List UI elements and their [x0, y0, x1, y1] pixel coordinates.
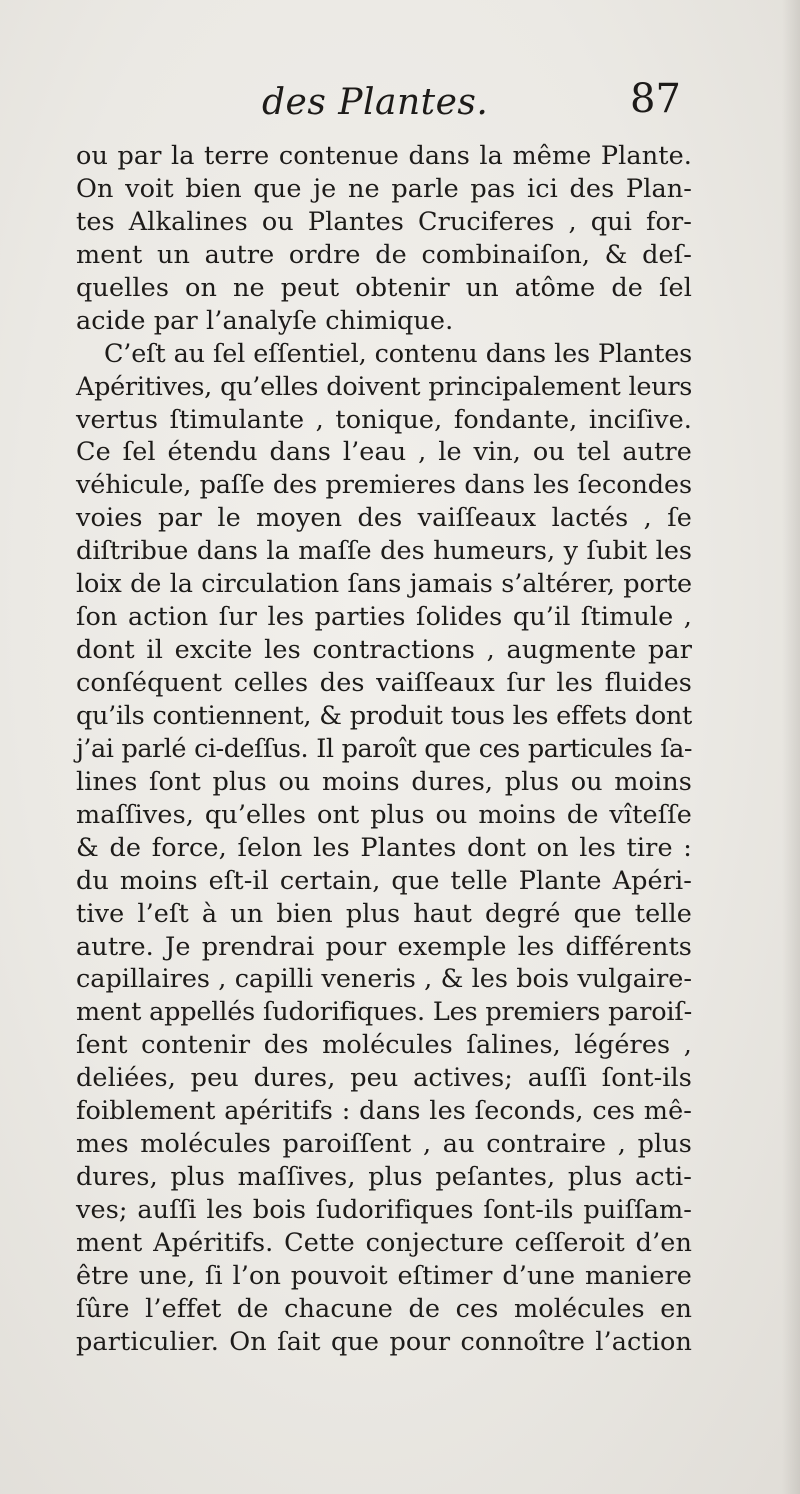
- text-line: ves; auſſi les bois ſudorifiques ſont-ils puiſſam-: [76, 1195, 692, 1225]
- text-line: du moins eſt-il certain, que telle Plante Apéri-: [76, 865, 692, 896]
- page-number: 87: [630, 76, 681, 122]
- text-line: ſent contenir des molécules ſalines, légéres ,: [76, 1030, 692, 1061]
- text-line: On voit bien que je ne parle pas ici des Plan-: [76, 173, 692, 204]
- text-line: dures, plus maſſives, plus peſantes, plus acti-: [76, 1162, 692, 1193]
- text-line: être une, ſi l’on pouvoit eſtimer d’une maniere: [76, 1260, 692, 1291]
- body-text: [76, 140, 692, 1359]
- text-line: qu’ils contiennent, & produit tous les effets dont: [76, 700, 692, 731]
- text-line: Ce ſel étendu dans l’eau , le vin, ou tel autre: [76, 437, 692, 468]
- page-header: [262, 76, 682, 132]
- text-line: conſéquent celles des vaiſſeaux ſur les fluides: [76, 668, 692, 698]
- text-line: foiblement apéritifs : dans les ſeconds, ces mê-: [76, 1096, 692, 1127]
- text-line: particulier. On ſait que pour connoître l’action: [76, 1326, 692, 1357]
- text-line: ment Apéritifs. Cette conjecture ceſſeroit d’en: [76, 1227, 692, 1258]
- text-line: véhicule, paſſe des premieres dans les ſecondes: [76, 470, 692, 501]
- text-line: vertus ſtimulante , tonique, fondante, inciſive.: [76, 404, 692, 435]
- text-line: ou par la terre contenue dans la même Plante.: [76, 141, 692, 171]
- text-line: mes molécules paroiſſent , au contraire , plus: [76, 1129, 692, 1160]
- text-line: ſûre l’effet de chacune de ces molécules en: [76, 1293, 692, 1324]
- text-line: capillaires , capilli veneris , & les bois vulgaire-: [76, 964, 692, 995]
- running-title: des Plantes.: [262, 82, 489, 123]
- text-line: ſon action ſur les parties ſolides qu’il ſtimule ,: [76, 602, 692, 633]
- text-line: dont il excite les contractions , augmente par: [76, 635, 692, 666]
- text-line: lines ſont plus ou moins dures, plus ou moins: [76, 766, 692, 797]
- text-line: maſſives, qu’elles ont plus ou moins de vîteſſe: [76, 799, 692, 830]
- page-edge-shadow: [782, 0, 800, 1494]
- text-line: deliées, peu dures, peu actives; auſſi ſont-ils: [76, 1063, 692, 1094]
- text-line: C’eſt au ſel eſſentiel, contenu dans les Plantes: [104, 338, 692, 369]
- text-line: quelles on ne peut obtenir un atôme de ſel: [76, 272, 692, 303]
- text-line: ment appellés ſudorifiques. Les premiers paroiſ-: [76, 997, 692, 1028]
- text-line: acide par l’analyſe chimique.: [76, 305, 454, 336]
- text-line: ment un autre ordre de combinaiſon, & deſ-: [76, 239, 692, 270]
- text-line: tive l’eſt à un bien plus haut degré que telle: [76, 898, 692, 929]
- text-line: tes Alkalines ou Plantes Cruciferes , qui for-: [76, 206, 692, 237]
- text-line: j’ai parlé ci-deſſus. Il paroît que ces particules ſa-: [76, 733, 692, 764]
- text-line: autre. Je prendrai pour exemple les différents: [76, 931, 692, 962]
- text-line: diſtribue dans la maſſe des humeurs, y ſubit les: [76, 536, 692, 567]
- text-line: voies par le moyen des vaiſſeaux lactés , ſe: [76, 503, 692, 534]
- text-line: loix de la circulation ſans jamais s’altérer, porte: [76, 569, 692, 600]
- text-line: Apéritives, qu’elles doivent principalement leurs: [76, 371, 692, 402]
- text-line: & de force, ſelon les Plantes dont on les tire :: [76, 832, 692, 863]
